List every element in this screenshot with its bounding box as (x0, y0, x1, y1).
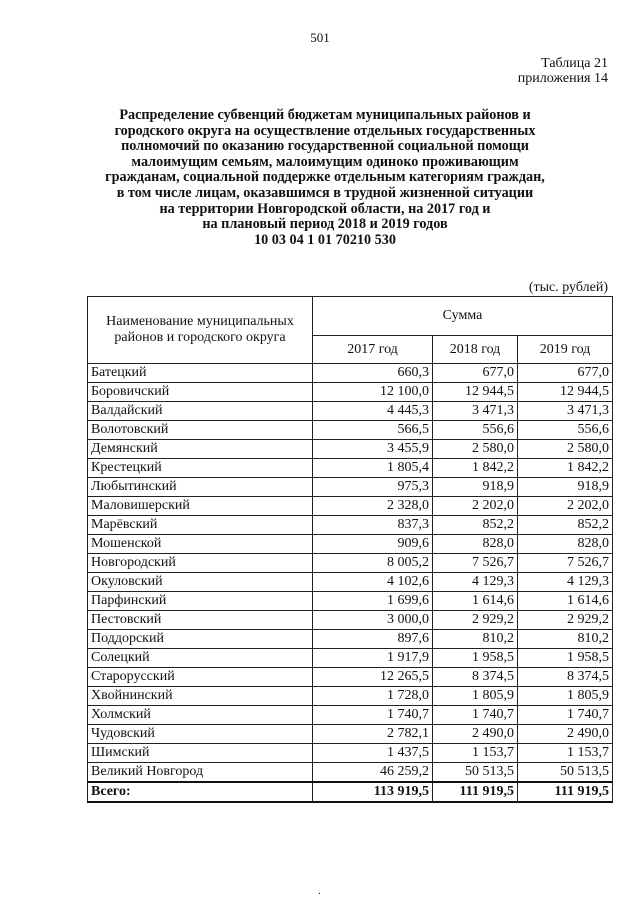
row-value-2019: 1 958,5 (518, 649, 613, 668)
row-value-2017: 566,5 (313, 421, 433, 440)
row-value-2017: 897,6 (313, 630, 433, 649)
row-value-2019: 810,2 (518, 630, 613, 649)
row-value-2018: 1 614,6 (433, 592, 518, 611)
row-value-2017: 909,6 (313, 535, 433, 554)
row-value-2017: 4 102,6 (313, 573, 433, 592)
total-2018: 111 919,5 (433, 782, 518, 802)
row-value-2018: 677,0 (433, 364, 518, 383)
row-value-2017: 1 728,0 (313, 687, 433, 706)
row-value-2018: 7 526,7 (433, 554, 518, 573)
page-number: 501 (310, 30, 330, 45)
table-row (88, 611, 613, 630)
row-value-2017: 2 782,1 (313, 725, 433, 744)
table-row (88, 421, 613, 440)
row-value-2018: 3 471,3 (433, 402, 518, 421)
total-label: Всего: (88, 782, 313, 802)
row-value-2017: 975,3 (313, 478, 433, 497)
row-name: Шимский (88, 744, 313, 763)
row-name: Великий Новгород (88, 763, 313, 783)
table-body (88, 364, 613, 783)
row-value-2018: 1 153,7 (433, 744, 518, 763)
table-row (88, 668, 613, 687)
row-name: Пестовский (88, 611, 313, 630)
row-value-2018: 828,0 (433, 535, 518, 554)
table-row (88, 516, 613, 535)
row-name: Чудовский (88, 725, 313, 744)
table-row (88, 573, 613, 592)
row-value-2018: 2 490,0 (433, 725, 518, 744)
row-name: Хвойнинский (88, 687, 313, 706)
total-row (88, 782, 613, 802)
table-row (88, 364, 613, 383)
row-value-2019: 1 740,7 (518, 706, 613, 725)
title-line: на территории Новгородской области, на 2017 год и (159, 200, 491, 217)
row-value-2018: 12 944,5 (433, 383, 518, 402)
row-value-2018: 918,9 (433, 478, 518, 497)
row-value-2017: 4 445,3 (313, 402, 433, 421)
row-name: Боровичский (88, 383, 313, 402)
row-value-2017: 1 437,5 (313, 744, 433, 763)
row-value-2019: 1 842,2 (518, 459, 613, 478)
row-name: Батецкий (88, 364, 313, 383)
row-value-2018: 1 740,7 (433, 706, 518, 725)
row-value-2017: 8 005,2 (313, 554, 433, 573)
table-ref-line: приложения 14 (517, 71, 608, 86)
row-value-2017: 1 805,4 (313, 459, 433, 478)
header-year-2018: 2018 год (433, 336, 518, 364)
row-name: Холмский (88, 706, 313, 725)
budget-code: 10 03 04 1 01 70210 530 (254, 231, 396, 248)
row-value-2017: 46 259,2 (313, 763, 433, 783)
row-value-2019: 828,0 (518, 535, 613, 554)
table-row (88, 440, 613, 459)
table-row (88, 535, 613, 554)
table-row (88, 554, 613, 573)
title-line: на плановый период 2018 и 2019 годов (202, 216, 448, 233)
row-value-2019: 677,0 (518, 364, 613, 383)
table-row (88, 763, 613, 783)
table-row (88, 649, 613, 668)
row-name: Любытинский (88, 478, 313, 497)
row-value-2019: 918,9 (518, 478, 613, 497)
table-row (88, 383, 613, 402)
row-value-2019: 1 614,6 (518, 592, 613, 611)
subvention-table (87, 296, 613, 803)
row-value-2017: 2 328,0 (313, 497, 433, 516)
row-name: Солецкий (88, 649, 313, 668)
table-row (88, 402, 613, 421)
title-line: городского округа на осуществление отдельных государственных (114, 122, 536, 139)
row-value-2019: 1 153,7 (518, 744, 613, 763)
table-ref-line: Таблица 21 (541, 56, 608, 71)
table-row (88, 706, 613, 725)
row-value-2017: 12 100,0 (313, 383, 433, 402)
row-value-2018: 1 842,2 (433, 459, 518, 478)
row-value-2017: 12 265,5 (313, 668, 433, 687)
table-row (88, 630, 613, 649)
row-value-2018: 852,2 (433, 516, 518, 535)
row-value-2018: 2 202,0 (433, 497, 518, 516)
table-row (88, 725, 613, 744)
total-2019: 111 919,5 (518, 782, 613, 802)
row-value-2019: 3 471,3 (518, 402, 613, 421)
footer-mark: . (318, 885, 321, 897)
row-name: Демянский (88, 440, 313, 459)
row-value-2017: 1 740,7 (313, 706, 433, 725)
row-value-2019: 7 526,7 (518, 554, 613, 573)
row-value-2017: 1 699,6 (313, 592, 433, 611)
row-value-2019: 2 202,0 (518, 497, 613, 516)
row-name: Окуловский (88, 573, 313, 592)
row-value-2018: 1 805,9 (433, 687, 518, 706)
row-value-2019: 2 580,0 (518, 440, 613, 459)
header-year-2019: 2019 год (518, 336, 613, 364)
row-value-2017: 3 455,9 (313, 440, 433, 459)
title-line: гражданам, социальной поддержке отдельным категориям граждан, (105, 169, 545, 186)
row-value-2018: 4 129,3 (433, 573, 518, 592)
row-name: Крестецкий (88, 459, 313, 478)
row-value-2019: 556,6 (518, 421, 613, 440)
row-name: Валдайский (88, 402, 313, 421)
table-row (88, 478, 613, 497)
row-name: Марёвский (88, 516, 313, 535)
row-name: Новгородский (88, 554, 313, 573)
title-line: малоимущим семьям, малоимущим одиноко проживающим (131, 153, 519, 170)
total-2017: 113 919,5 (313, 782, 433, 802)
row-value-2019: 4 129,3 (518, 573, 613, 592)
row-value-2018: 8 374,5 (433, 668, 518, 687)
row-value-2019: 1 805,9 (518, 687, 613, 706)
table-row (88, 744, 613, 763)
units-label: (тыс. рублей) (528, 280, 608, 295)
row-value-2019: 12 944,5 (518, 383, 613, 402)
row-value-2017: 660,3 (313, 364, 433, 383)
row-value-2019: 50 513,5 (518, 763, 613, 783)
table-row (88, 459, 613, 478)
header-sum: Сумма (313, 297, 613, 336)
document-title (90, 108, 560, 248)
table-row (88, 592, 613, 611)
row-value-2018: 2 580,0 (433, 440, 518, 459)
row-value-2019: 8 374,5 (518, 668, 613, 687)
row-value-2019: 2 929,2 (518, 611, 613, 630)
row-name: Мошенской (88, 535, 313, 554)
row-value-2018: 50 513,5 (433, 763, 518, 783)
row-name: Парфинский (88, 592, 313, 611)
table-row (88, 687, 613, 706)
row-value-2018: 2 929,2 (433, 611, 518, 630)
row-name: Волотовский (88, 421, 313, 440)
row-value-2019: 852,2 (518, 516, 613, 535)
row-value-2017: 3 000,0 (313, 611, 433, 630)
header-name-column: Наименование муниципальных районов и городского округа (88, 297, 313, 364)
row-name: Маловишерский (88, 497, 313, 516)
title-line: в том числе лицам, оказавшимся в трудной жизненной ситуации (116, 184, 534, 201)
row-value-2018: 1 958,5 (433, 649, 518, 668)
row-value-2017: 1 917,9 (313, 649, 433, 668)
title-line: полномочий по оказанию государственной социальной помощи (121, 138, 529, 155)
title-line: Распределение субвенций бюджетам муниципальных районов и (119, 107, 531, 123)
table-row (88, 497, 613, 516)
row-value-2018: 810,2 (433, 630, 518, 649)
row-value-2017: 837,3 (313, 516, 433, 535)
row-value-2019: 2 490,0 (518, 725, 613, 744)
header-year-2017: 2017 год (313, 336, 433, 364)
table-reference (518, 56, 608, 86)
row-name: Старорусский (88, 668, 313, 687)
row-value-2018: 556,6 (433, 421, 518, 440)
row-name: Поддорский (88, 630, 313, 649)
